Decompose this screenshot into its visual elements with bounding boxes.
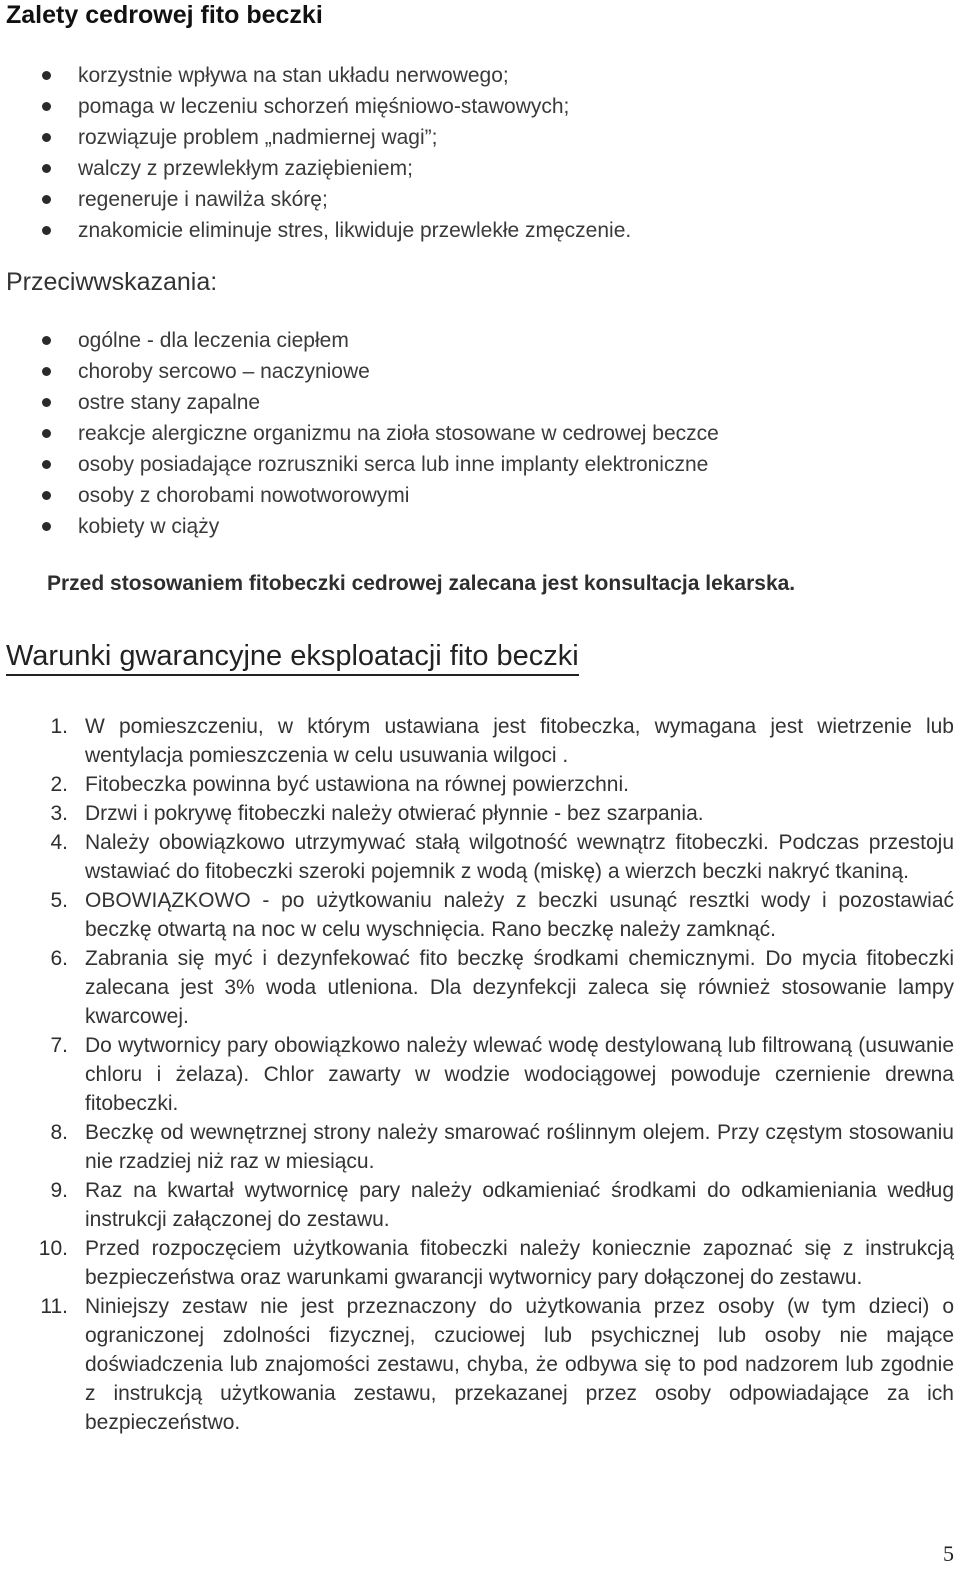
advantages-list <box>0 60 631 246</box>
bullet-icon <box>42 133 51 142</box>
item-text: Do wytwornicy pary obowiązkowo należy wlewać wodę destylowaną lub filtrowaną (usuwanie chloru i żelaza). Chlor zawarty w wodzie wodociągowej powoduje czernienie drewna fitobeczki. <box>85 1034 954 1115</box>
list-item <box>0 799 960 828</box>
item-text: Przed rozpoczęciem użytkowania fitobeczki należy koniecznie zapoznać się z instrukcją bezpieczeństwa oraz warunkami gwarancji wytwornicy pary dołączonej do zestawu. <box>85 1237 954 1289</box>
bullet-icon <box>42 398 51 407</box>
item-number: 10. <box>38 1237 68 1260</box>
page-number: 5 <box>943 1541 954 1566</box>
list-item <box>0 418 719 449</box>
advantage-text: pomaga w leczeniu schorzeń mięśniowo-stawowych; <box>78 95 570 118</box>
item-number: 1. <box>50 715 68 738</box>
item-number: 11. <box>40 1295 68 1318</box>
contraindication-text: ostre stany zapalne <box>78 391 261 414</box>
advantage-text: korzystnie wpływa na stan układu nerwowego; <box>78 64 509 87</box>
advantage-text: znakomicie eliminuje stres, likwiduje przewlekłe zmęczenie. <box>78 219 632 242</box>
list-item <box>0 449 719 480</box>
contraindication-text: ogólne - dla leczenia ciepłem <box>78 329 349 352</box>
list-item <box>0 356 719 387</box>
contraindication-text: osoby posiadające rozruszniki serca lub inne implanty elektroniczne <box>78 453 709 476</box>
contraindication-text: kobiety w ciąży <box>78 515 220 538</box>
list-item <box>0 387 719 418</box>
bullet-icon <box>42 71 51 80</box>
contraindication-text: choroby sercowo – naczyniowe <box>78 360 370 383</box>
item-number: 9. <box>50 1179 68 1202</box>
item-text: OBOWIĄZKOWO - po użytkowaniu należy z beczki usunąć resztki wody i pozostawiać beczkę otwartą na noc w celu wyschnięcia. Rano beczkę należy zamknąć. <box>85 889 954 941</box>
item-text: Beczkę od wewnętrznej strony należy smarować roślinnym olejem. Przy częstym stosowaniu nie rzadziej niż raz w miesiącu. <box>85 1121 954 1173</box>
item-text: Należy obowiązkowo utrzymywać stałą wilgotność wewnątrz fitobeczki. Podczas przestoju wstawiać do fitobeczki szeroki pojemnik z wodą (miskę) a wierzch beczki nakryć tkaniną. <box>85 831 954 883</box>
list-item <box>0 828 960 886</box>
list-item <box>0 944 960 1031</box>
contraindications-heading: Przeciwwskazania: <box>6 268 218 296</box>
item-text: W pomieszczeniu, w którym ustawiana jest fitobeczka, wymagana jest wietrzenie lub wentylacja pomieszczenia w celu usuwania wilgoci . <box>85 715 954 767</box>
item-number: 5. <box>50 889 68 912</box>
item-number: 8. <box>50 1121 68 1144</box>
list-item <box>0 325 719 356</box>
list-item <box>0 215 631 246</box>
list-item <box>0 60 631 91</box>
item-number: 3. <box>50 802 68 825</box>
list-item <box>0 184 631 215</box>
bullet-icon <box>42 226 51 235</box>
bullet-icon <box>42 460 51 469</box>
item-text: Drzwi i pokrywę fitobeczki należy otwierać płynnie - bez szarpania. <box>85 802 704 825</box>
item-text: Fitobeczka powinna być ustawiona na równej powierzchni. <box>85 773 629 796</box>
list-item <box>0 712 960 770</box>
item-text: Zabrania się myć i dezynfekować fito beczkę środkami chemicznymi. Do mycia fitobeczki zalecana jest 3% woda utleniona. Dla dezynfekcji zaleca się również stosowanie lampy kwarcowej. <box>85 947 954 1028</box>
advantage-text: rozwiązuje problem „nadmiernej wagi”; <box>78 126 438 149</box>
bullet-icon <box>42 491 51 500</box>
medical-consultation-note: Przed stosowaniem fitobeczki cedrowej zalecana jest konsultacja lekarska. <box>47 572 796 595</box>
bullet-icon <box>42 195 51 204</box>
item-text: Niniejszy zestaw nie jest przeznaczony do użytkowania przez osoby (w tym dzieci) o ograniczonej zdolności fizycznej, czuciowej lub psychicznej lub osoby nie mające doświadczenia lub znajomości zestawu, chyba, że odbywa się to pod nadzorem lub zgodnie z instrukcją użytkowania zestawu, przekazanej przez osoby odpowiadające za ich bezpieczeństwo. <box>85 1295 954 1434</box>
item-number: 6. <box>50 947 68 970</box>
list-item <box>0 1234 960 1292</box>
page-title: Zalety cedrowej fito beczki <box>6 1 323 29</box>
item-number: 2. <box>50 773 68 796</box>
bullet-icon <box>42 367 51 376</box>
list-item <box>0 91 631 122</box>
bullet-icon <box>42 522 51 531</box>
item-text: Raz na kwartał wytwornicę pary należy odkamieniać środkami do odkamieniania według instrukcji załączonej do zestawu. <box>85 1179 954 1231</box>
contraindication-text: osoby z chorobami nowotworowymi <box>78 484 410 507</box>
list-item <box>0 1292 960 1437</box>
list-item <box>0 1118 960 1176</box>
contraindication-text: reakcje alergiczne organizmu na zioła stosowane w cedrowej beczce <box>78 422 719 445</box>
bullet-icon <box>42 336 51 345</box>
list-item <box>0 511 719 542</box>
list-item <box>0 480 719 511</box>
contraindications-list <box>0 325 719 542</box>
bullet-icon <box>42 164 51 173</box>
advantage-text: regeneruje i nawilża skórę; <box>78 188 328 211</box>
item-number: 4. <box>50 831 68 854</box>
advantage-text: walczy z przewlekłym zaziębieniem; <box>78 157 413 180</box>
list-item <box>0 153 631 184</box>
item-number: 7. <box>50 1034 68 1057</box>
bullet-icon <box>42 102 51 111</box>
list-item <box>0 1176 960 1234</box>
list-item <box>0 1031 960 1118</box>
warranty-terms-list <box>0 712 960 1437</box>
list-item <box>0 122 631 153</box>
list-item <box>0 886 960 944</box>
list-item <box>0 770 960 799</box>
bullet-icon <box>42 429 51 438</box>
warranty-heading: Warunki gwarancyjne eksploatacji fito beczki <box>6 638 579 676</box>
